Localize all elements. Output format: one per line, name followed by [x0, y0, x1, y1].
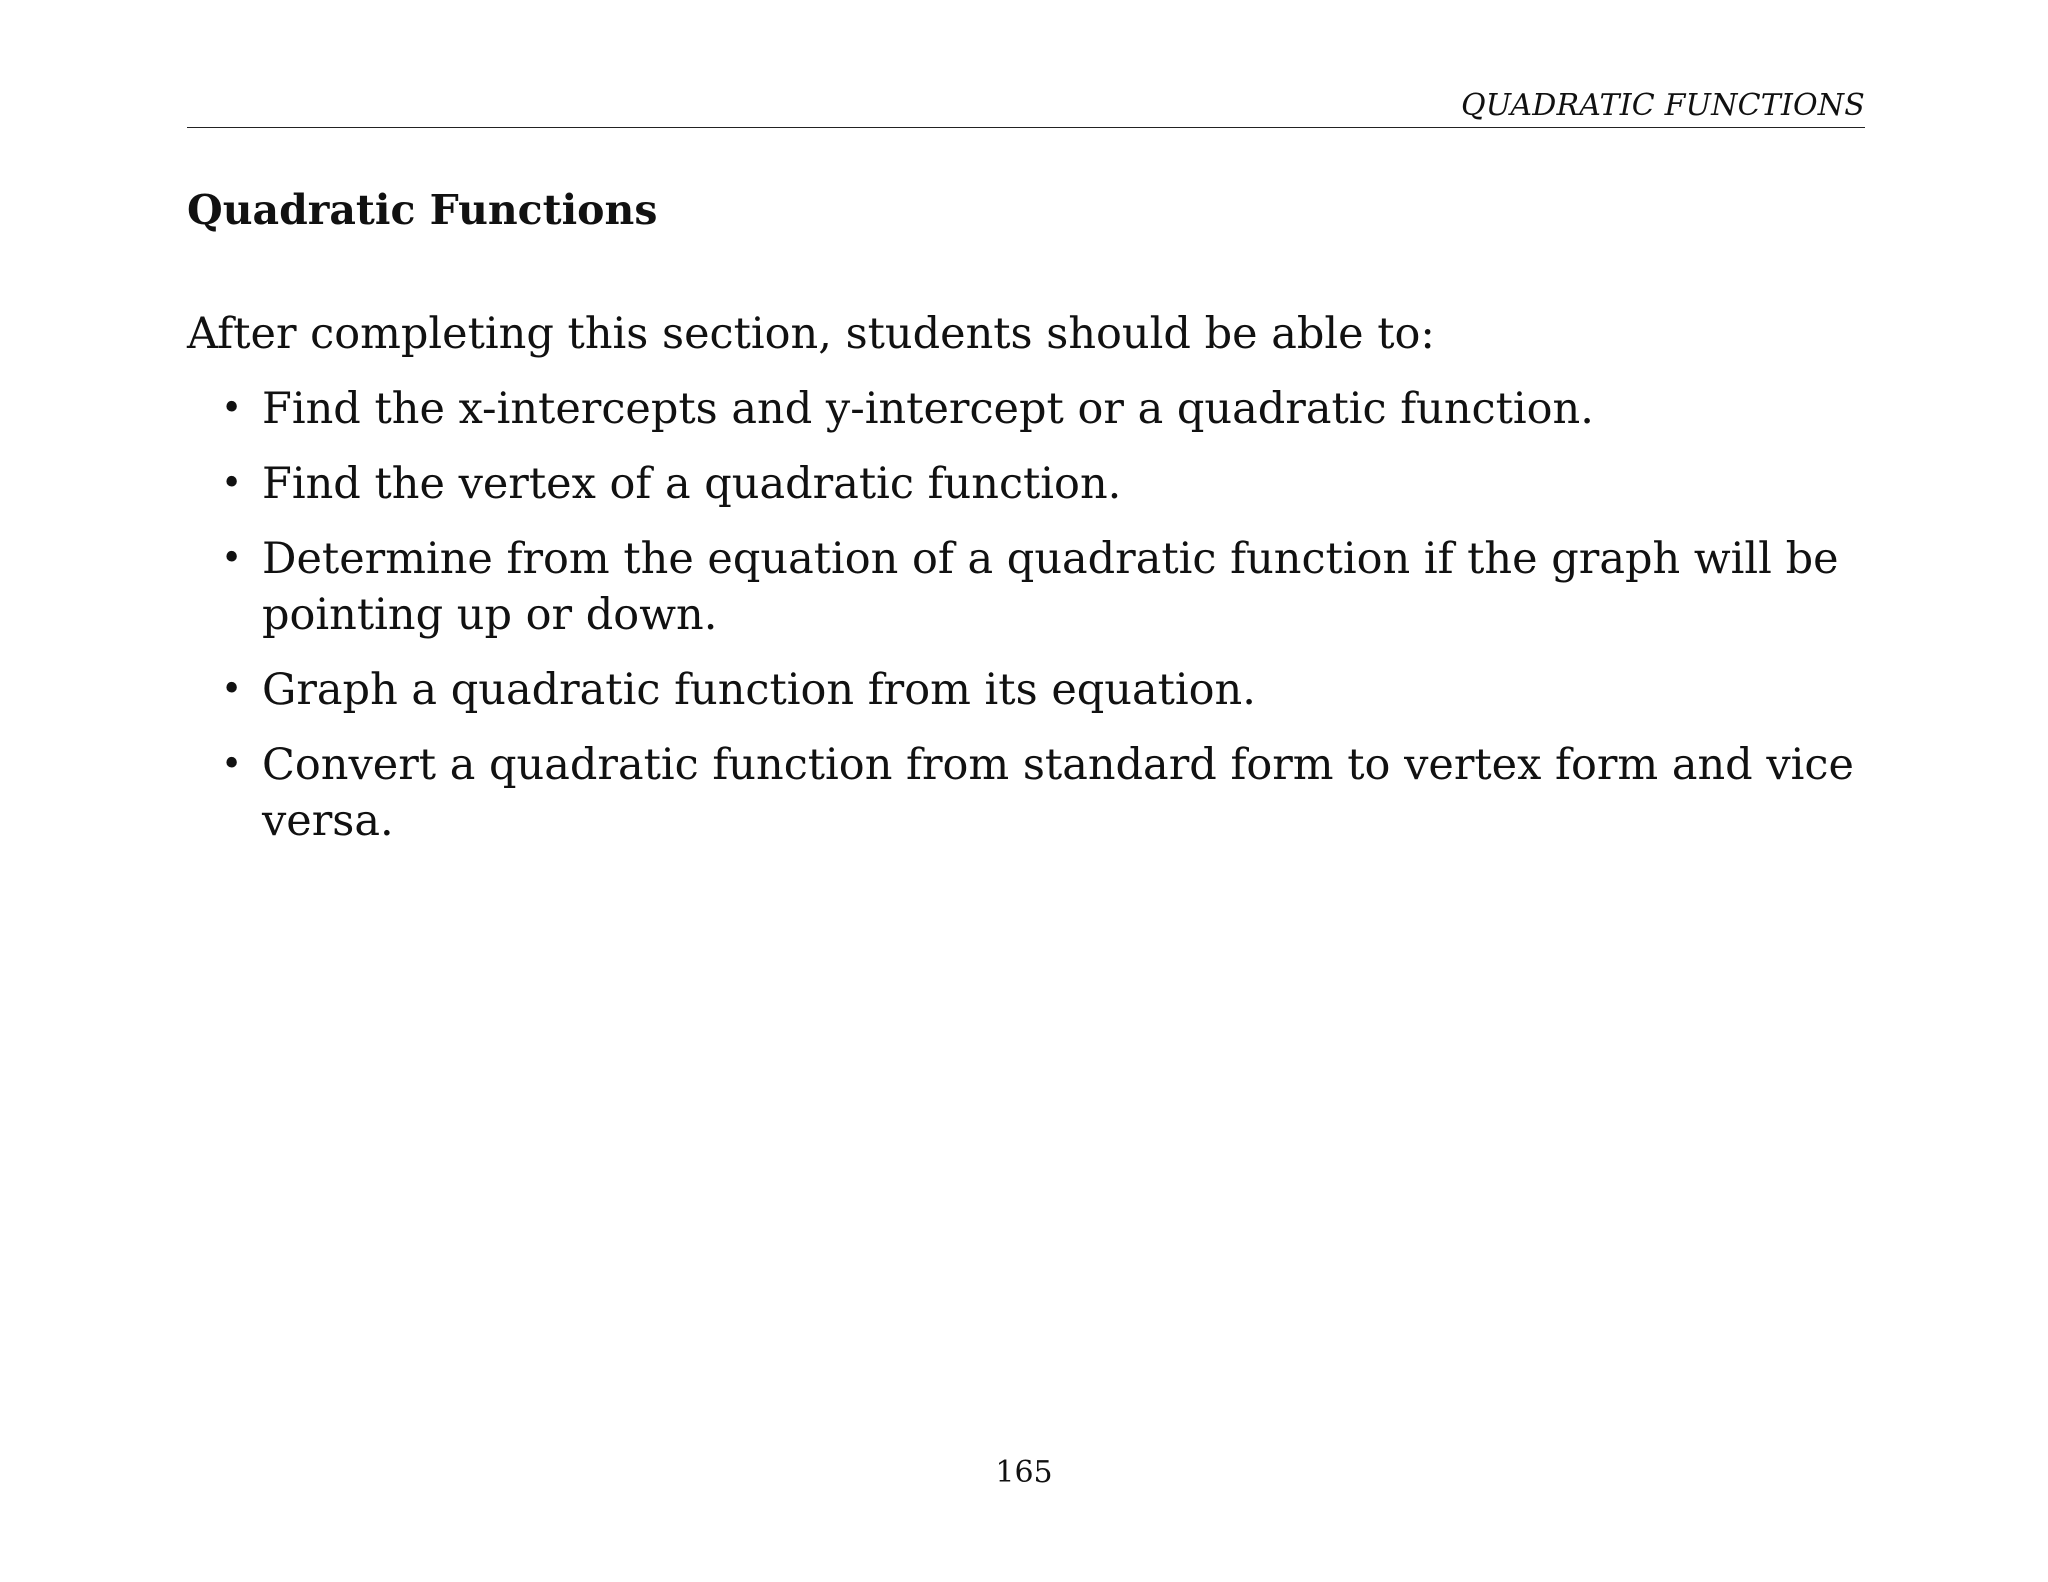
objective-item-5 — [187, 737, 1865, 849]
objective-text: Find the x-intercepts and y-intercept or a quadratic function. — [262, 384, 1594, 434]
bullet-icon: • — [221, 388, 243, 429]
header-rule — [187, 127, 1865, 128]
objective-text: Find the vertex of a quadratic function. — [262, 459, 1122, 509]
objective-item-2 — [187, 456, 1865, 512]
learning-objectives-intro: After completing this section, students should be able to: — [187, 309, 1435, 359]
objective-text: Convert a quadratic function from standard form to vertex form and vice versa. — [262, 740, 1854, 846]
objective-text: Determine from the equation of a quadratic function if the graph will be pointing up or down. — [262, 534, 1839, 640]
bullet-icon: • — [221, 538, 243, 579]
bullet-icon: • — [221, 744, 243, 785]
bullet-icon: • — [221, 463, 243, 504]
section-title: Quadratic Functions — [187, 186, 658, 234]
learning-objectives-list — [187, 381, 1865, 868]
running-header: QUADRATIC FUNCTIONS — [1461, 88, 1865, 123]
objective-item-3 — [187, 531, 1865, 643]
objective-item-1 — [187, 381, 1865, 437]
bullet-icon: • — [221, 669, 243, 710]
objective-item-4 — [187, 662, 1865, 718]
objective-text: Graph a quadratic function from its equation. — [262, 665, 1256, 715]
page-number: 165 — [995, 1455, 1053, 1490]
